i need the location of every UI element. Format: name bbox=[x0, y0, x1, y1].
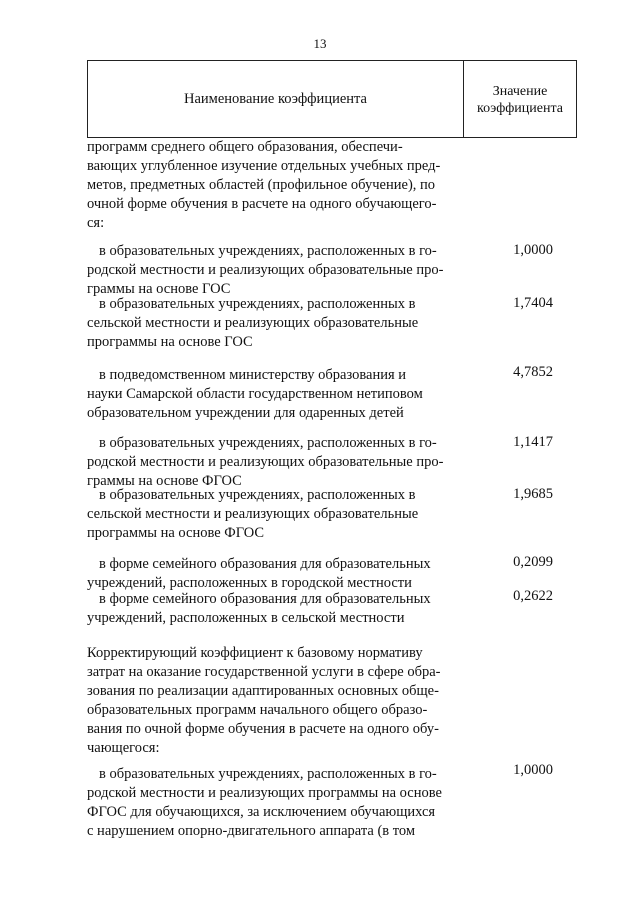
intro-paragraph bbox=[87, 138, 460, 233]
row-text-line: родской местности и реализующих образовательные про- bbox=[87, 454, 444, 470]
coefficient-value: 0,2099 bbox=[513, 554, 553, 570]
coefficient-value: 1,9685 bbox=[513, 486, 553, 502]
row-text-line: сельской местности и реализующих образовательные bbox=[87, 506, 419, 522]
coefficient-value: 1,0000 bbox=[513, 242, 553, 258]
coefficient-row bbox=[87, 590, 460, 628]
coefficient-row bbox=[87, 242, 460, 299]
coefficient-row bbox=[87, 555, 460, 593]
row-text-line: в форме семейного образования для образовательных bbox=[99, 556, 431, 572]
column-header-value-line2: коэффициента bbox=[477, 101, 563, 116]
coefficient-value: 1,7404 bbox=[513, 295, 553, 311]
row-text-line: программы на основе ГОС bbox=[87, 334, 253, 350]
row-text-line: учреждений, расположенных в городской местности bbox=[87, 575, 412, 591]
intro-line: метов, предметных областей (профильное обучение), по bbox=[87, 177, 436, 193]
row-text-line: в образовательных учреждениях, расположенных в bbox=[99, 487, 416, 503]
row-text-line: родской местности и реализующих программы на основе bbox=[87, 785, 442, 801]
row-text-line: ФГОС для обучающихся, за исключением обучающихся bbox=[87, 804, 436, 820]
intro-line: ся: bbox=[87, 215, 105, 231]
row-text-line: учреждений, расположенных в сельской местности bbox=[87, 610, 405, 626]
coefficient-value: 4,7852 bbox=[513, 364, 553, 380]
coefficient-value: 1,1417 bbox=[513, 434, 553, 450]
page-number: 13 bbox=[313, 36, 327, 51]
coefficient-row bbox=[87, 434, 460, 491]
row-text-line: с нарушением опорно-двигательного аппарата (в том bbox=[87, 823, 416, 839]
row-text-line: в подведомственном министерству образования и bbox=[99, 367, 407, 383]
coefficient-value: 1,0000 bbox=[513, 762, 553, 778]
column-header-name: Наименование коэффициента bbox=[184, 91, 367, 107]
row-text-line: граммы на основе ГОС bbox=[87, 281, 231, 297]
correcting-coefficient-paragraph bbox=[87, 644, 460, 758]
coefficient-row bbox=[87, 295, 460, 352]
column-header-value bbox=[464, 83, 576, 117]
coefficient-row bbox=[87, 366, 460, 423]
row-text-line: в образовательных учреждениях, расположенных в го- bbox=[99, 243, 437, 259]
row-text-line: программы на основе ФГОС bbox=[87, 525, 265, 541]
coefficient-row bbox=[87, 486, 460, 543]
paragraph-line: вания по очной форме обучения в расчете на одного обу- bbox=[87, 721, 439, 737]
paragraph-line: чающегося: bbox=[87, 740, 160, 756]
coefficient-row bbox=[87, 765, 460, 841]
row-text-line: в образовательных учреждениях, расположенных в го- bbox=[99, 766, 437, 782]
intro-line: очной форме обучения в расчете на одного обучающего- bbox=[87, 196, 437, 212]
row-text-line: науки Самарской области государственном нетиповом bbox=[87, 386, 423, 402]
row-text-line: сельской местности и реализующих образовательные bbox=[87, 315, 419, 331]
row-text-line: образовательном учреждении для одаренных детей bbox=[87, 405, 404, 421]
row-text-line: в образовательных учреждениях, расположенных в го- bbox=[99, 435, 437, 451]
paragraph-line: затрат на оказание государственной услуги в сфере обра- bbox=[87, 664, 441, 680]
coefficient-value: 0,2622 bbox=[513, 588, 553, 604]
table-header bbox=[87, 60, 577, 138]
paragraph-line: образовательных программ начального общего образо- bbox=[87, 702, 428, 718]
intro-line: вающих углубленное изучение отдельных учебных пред- bbox=[87, 158, 441, 174]
row-text-line: в образовательных учреждениях, расположенных в bbox=[99, 296, 416, 312]
row-text-line: граммы на основе ФГОС bbox=[87, 473, 242, 489]
paragraph-line: зования по реализации адаптированных основных обще- bbox=[87, 683, 439, 699]
row-text-line: в форме семейного образования для образовательных bbox=[99, 591, 431, 607]
intro-line: программ среднего общего образования, обеспечи- bbox=[87, 139, 403, 155]
row-text-line: родской местности и реализующих образовательные про- bbox=[87, 262, 444, 278]
paragraph-line: Корректирующий коэффициент к базовому нормативу bbox=[87, 645, 423, 661]
column-header-value-line1: Значение bbox=[492, 84, 548, 99]
